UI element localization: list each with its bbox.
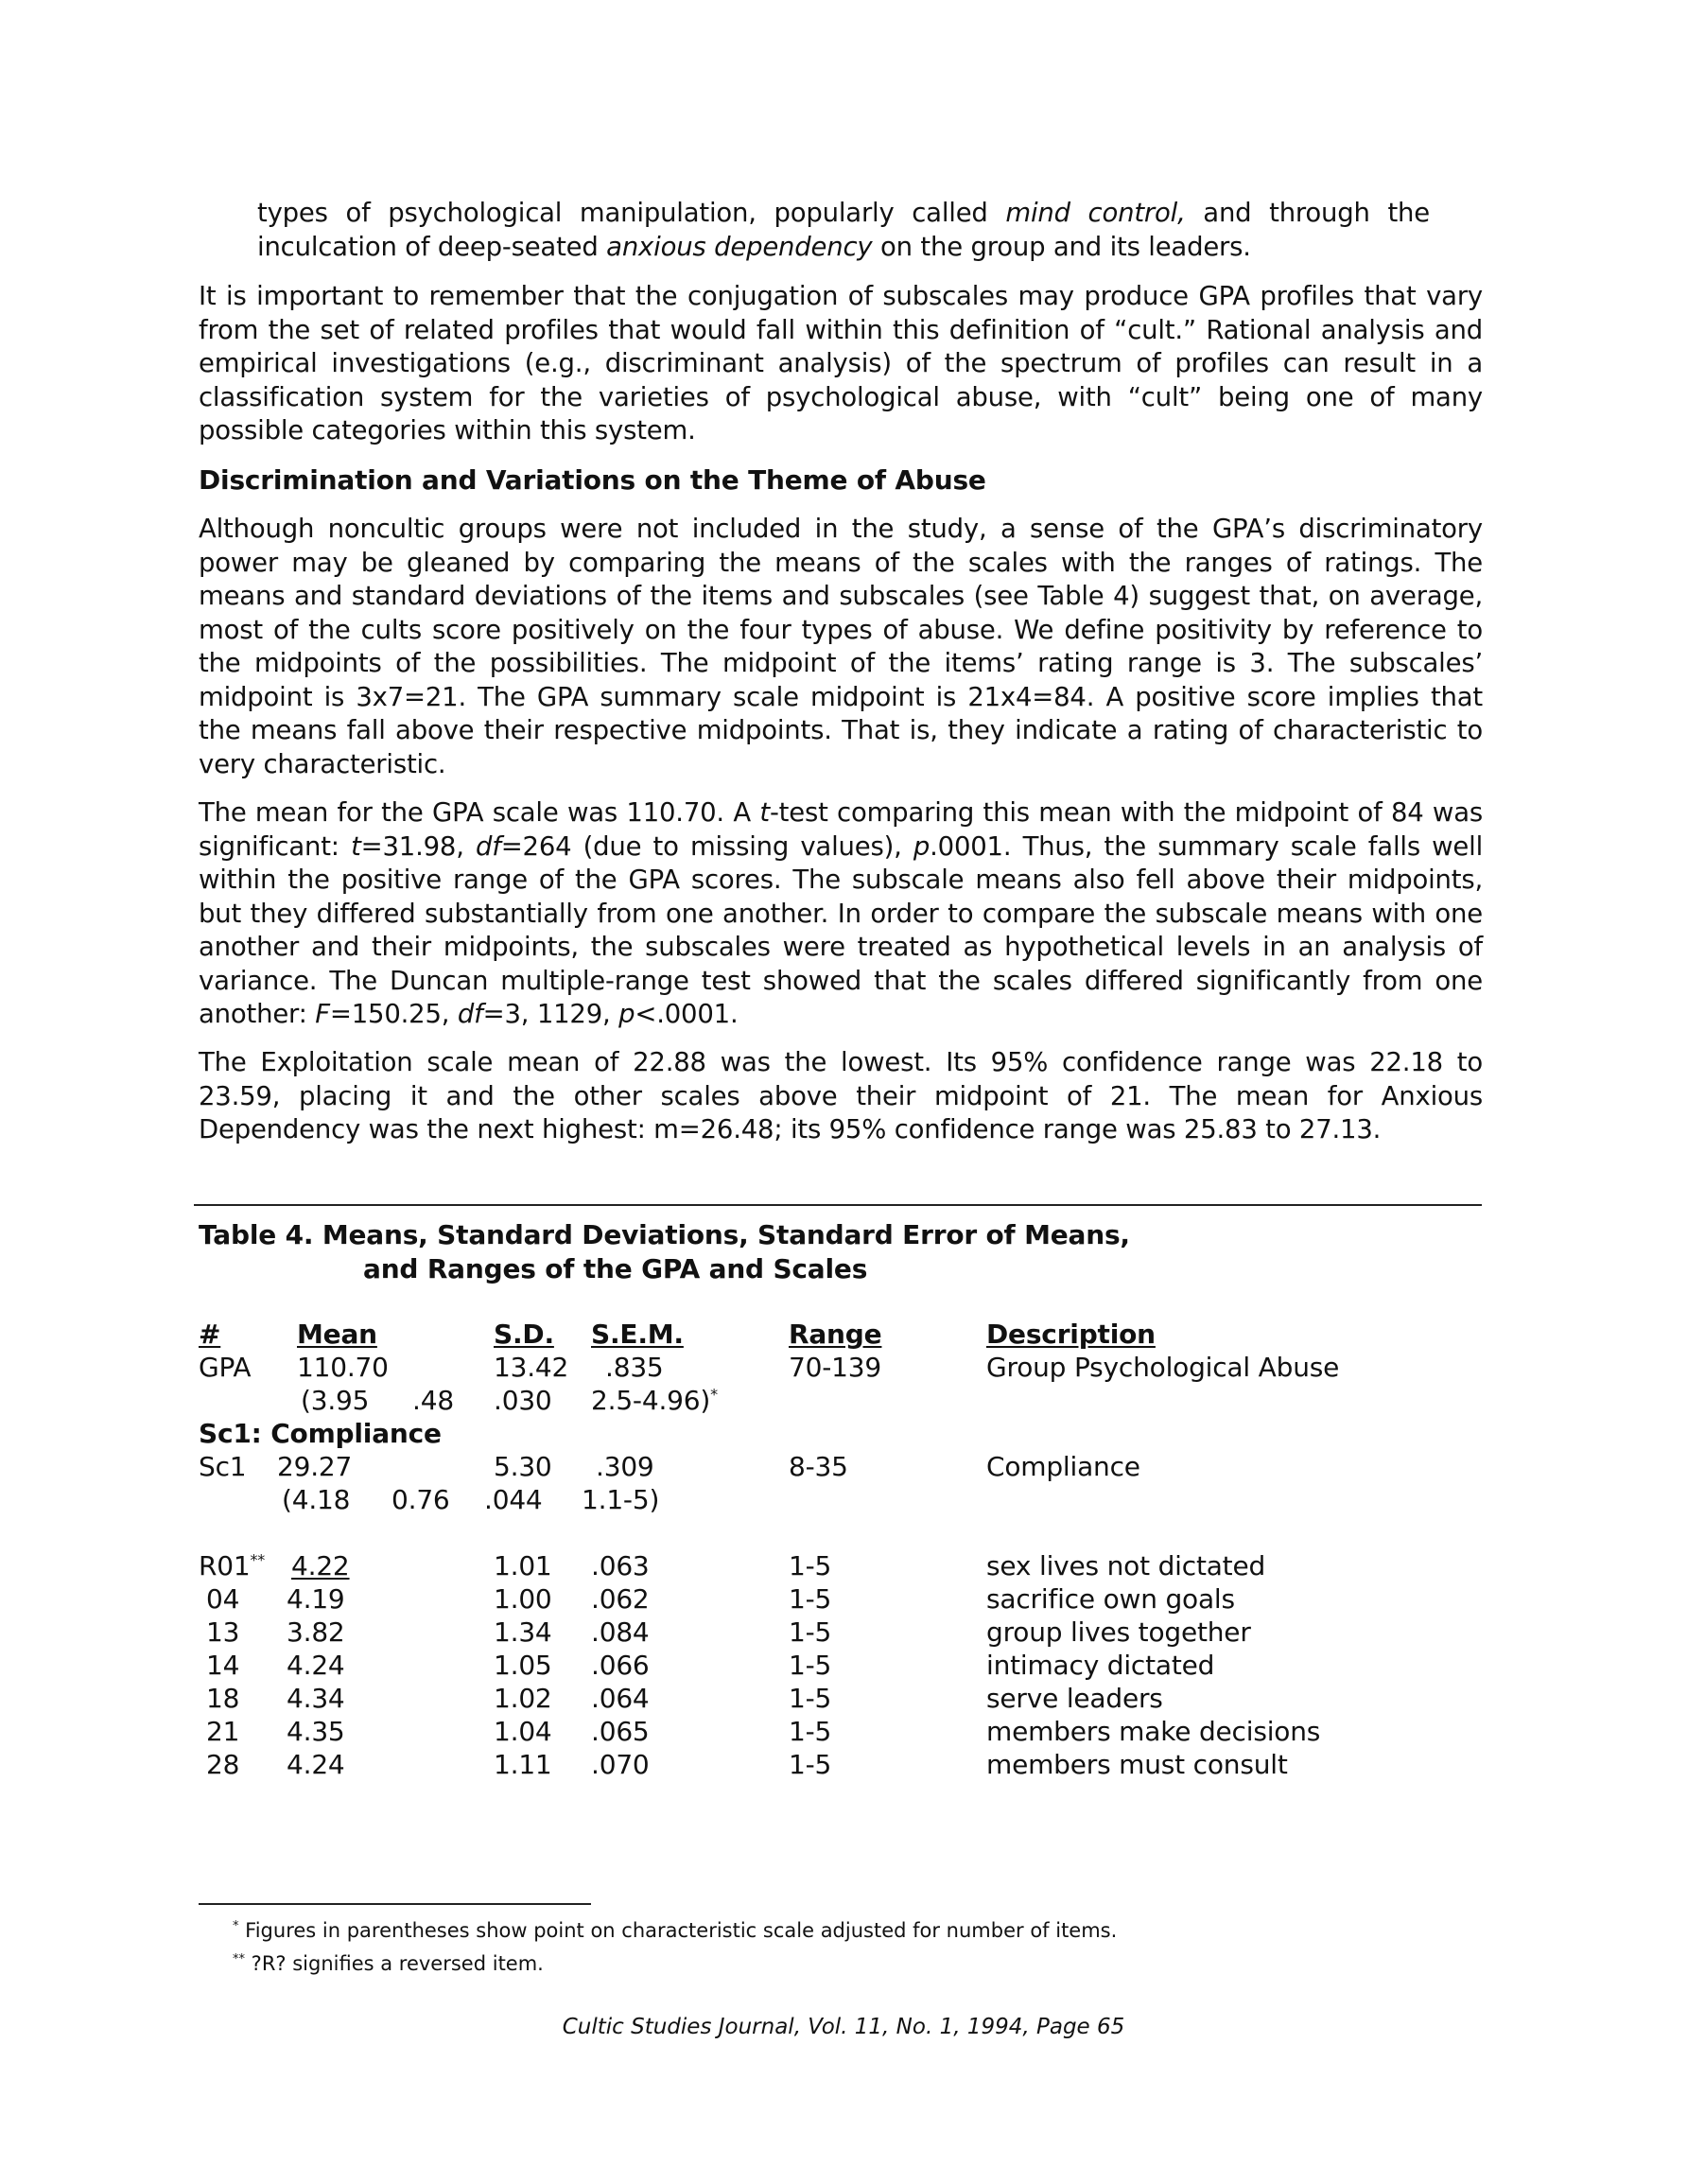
item-mean xyxy=(287,1748,345,1781)
item-description-value: sacrifice own goals xyxy=(986,1583,1235,1615)
table-title-line2: and Ranges of the GPA and Scales xyxy=(363,1253,868,1284)
header-sem: S.E.M. xyxy=(591,1319,684,1350)
item-num xyxy=(199,1549,265,1582)
intro-continuation xyxy=(257,197,1430,264)
item-description-value: group lives together xyxy=(986,1616,1251,1648)
item-range-value: 1-5 xyxy=(789,1683,832,1714)
item-mean-value: 4.35 xyxy=(287,1716,345,1747)
text-run: The mean for the GPA scale was 110.70. A xyxy=(199,797,760,828)
text-run: =264 (due to missing values), xyxy=(500,830,913,862)
gpa-adj-sd: .48 xyxy=(412,1385,454,1416)
header-sd: S.D. xyxy=(494,1319,554,1350)
item-description xyxy=(986,1682,1163,1715)
item-num-value: 14 xyxy=(206,1650,240,1681)
text-run: =3, 1129, xyxy=(482,999,619,1029)
item-description-value: members make decisions xyxy=(986,1716,1321,1747)
item-sd-value: 1.05 xyxy=(494,1650,552,1681)
footnote-marker: ** xyxy=(233,1952,245,1966)
sc1-num: Sc1 xyxy=(199,1451,247,1482)
item-num xyxy=(206,1582,239,1616)
sc1-adj-mean: (4.18 xyxy=(282,1484,351,1515)
item-mean-value: 4.22 xyxy=(291,1550,350,1581)
item-sd-value: 1.00 xyxy=(494,1583,552,1615)
header-mean: Mean xyxy=(297,1319,377,1350)
item-range-value: 1-5 xyxy=(789,1550,832,1581)
item-num-value: 28 xyxy=(206,1749,240,1780)
item-mean xyxy=(287,1616,345,1649)
item-range xyxy=(789,1748,831,1781)
gpa-sem: .835 xyxy=(605,1352,664,1383)
item-range xyxy=(789,1616,831,1649)
table-title-line1: Table 4. Means, Standard Deviations, Standard Error of Means, xyxy=(199,1219,1130,1250)
text-run: and through the inculcation of deep-seated xyxy=(257,198,1430,262)
item-range-value: 1-5 xyxy=(789,1616,832,1648)
header-description: Description xyxy=(986,1319,1156,1350)
item-mean-value: 4.24 xyxy=(287,1749,345,1780)
sc1-description: Compliance xyxy=(986,1451,1140,1482)
item-description xyxy=(986,1715,1320,1748)
item-sd xyxy=(494,1582,552,1616)
item-sem xyxy=(591,1616,650,1649)
item-sd xyxy=(494,1649,552,1682)
gpa-adj-range xyxy=(591,1384,718,1417)
item-description-value: intimacy dictated xyxy=(986,1650,1215,1681)
item-mean xyxy=(287,1682,345,1715)
stat-symbol: p xyxy=(913,830,930,862)
item-sem xyxy=(591,1549,650,1582)
item-range xyxy=(789,1549,831,1582)
stat-symbol: p xyxy=(618,999,635,1029)
gpa-mean: 110.70 xyxy=(297,1352,389,1383)
item-sd-value: 1.02 xyxy=(494,1683,552,1714)
stat-symbol: t xyxy=(351,830,361,862)
item-sd-value: 1.34 xyxy=(494,1616,552,1648)
gpa-description: Group Psychological Abuse xyxy=(986,1352,1340,1383)
footnote-2 xyxy=(233,1948,544,1981)
footnote-1 xyxy=(233,1914,1117,1948)
item-num xyxy=(206,1682,239,1715)
item-sd xyxy=(494,1549,552,1582)
item-sem xyxy=(591,1649,650,1682)
item-num-value: R01 xyxy=(199,1550,251,1581)
gpa-sd: 13.42 xyxy=(494,1352,569,1383)
item-num-value: 13 xyxy=(206,1616,240,1648)
item-description xyxy=(986,1616,1251,1649)
item-num xyxy=(206,1715,239,1748)
item-sem-value: .063 xyxy=(591,1550,650,1581)
header-num: # xyxy=(199,1319,221,1350)
stat-symbol: df xyxy=(457,999,483,1029)
gpa-adj-range-value: 2.5-4.96) xyxy=(591,1385,711,1416)
footnote-text: Figures in parentheses show point on characteristic scale adjusted for number of items. xyxy=(238,1919,1118,1942)
text-run: on the group and its leaders. xyxy=(872,231,1251,262)
item-num xyxy=(206,1649,239,1682)
paragraph-discrimination: Although noncultic groups were not included in the study, a sense of the GPA’s discriminatory power may be gleaned by comparing the means of the scales with the ranges of ratings. The means and standard deviations of the items and subscales (see Table 4) suggest that, on average, most of the cults score positively on the four types of abuse. We define positivity by reference to the midpoints of the possibilities. The midpoint of the items’ rating range is 3. The subscales’ midpoint is 3x7=21. The GPA summary scale midpoint is 21x4=84. A positive score implies that the means fall above their respective midpoints. That is, they indicate a rating of characteristic to very characteristic. xyxy=(199,514,1483,779)
sc1-sd: 5.30 xyxy=(494,1451,552,1482)
stat-symbol: df xyxy=(475,830,501,862)
item-range-value: 1-5 xyxy=(789,1749,832,1780)
header-range: Range xyxy=(789,1319,882,1350)
paragraph-exploitation: The Exploitation scale mean of 22.88 was the lowest. Its 95% confidence range was 22.18 to 23.59, placing it and the other scales above their midpoint of 21. The mean for Anxious Dependency was the next highest: m=26.48; its 95% confidence range was 25.83 to 27.13. xyxy=(199,1047,1483,1144)
item-sem xyxy=(591,1715,650,1748)
item-sem-value: .066 xyxy=(591,1650,650,1681)
sc1-range: 8-35 xyxy=(789,1451,848,1482)
item-sd-value: 1.04 xyxy=(494,1716,552,1747)
sc1-adj-sem: .044 xyxy=(484,1484,543,1515)
item-range-value: 1-5 xyxy=(789,1650,832,1681)
item-sd xyxy=(494,1715,552,1748)
text-run: <.0001. xyxy=(635,999,739,1029)
item-range xyxy=(789,1582,831,1616)
item-range-value: 1-5 xyxy=(789,1583,832,1615)
table-top-rule xyxy=(194,1204,1482,1206)
sc1-mean: 29.27 xyxy=(277,1451,353,1482)
item-description-value: members must consult xyxy=(986,1749,1288,1780)
stat-symbol: F xyxy=(315,999,330,1029)
item-sd-value: 1.01 xyxy=(494,1550,552,1581)
item-description xyxy=(986,1582,1235,1616)
item-mean-value: 4.34 xyxy=(287,1683,345,1714)
item-sd xyxy=(494,1682,552,1715)
text-run: .0001. Thus, the summary scale falls well within the positive range of the GPA scores. The subscale means also fell above their midpoints, but they differed substantially from one another. In order to compare the subscale means with one another and their midpoints, the subscales were treated as hypothetical levels in an analysis of variance. The Duncan multiple-range test showed that the scales differed significantly from one another: xyxy=(199,830,1484,1029)
item-sd xyxy=(494,1748,552,1781)
item-description xyxy=(986,1649,1214,1682)
paragraph-gpa-mean xyxy=(199,796,1483,1032)
reversed-item-marker: ** xyxy=(250,1550,266,1569)
item-sem-value: .070 xyxy=(591,1749,650,1780)
item-range xyxy=(789,1715,831,1748)
gpa-adj-mean: (3.95 xyxy=(301,1385,370,1416)
page-footer: Cultic Studies Journal, Vol. 11, No. 1, 1994, Page 65 xyxy=(562,2015,1125,2039)
paragraph-conjugation: It is important to remember that the conjugation of subscales may produce GPA profiles that vary from the set of related profiles that would fall within this definition of “cult.” Rational analysis and empirical investigations (e.g., discriminant analysis) of the spectrum of profiles can result in a classification system for the varieties of psychological abuse, with “cult” being one of many possible categories within this system. xyxy=(199,281,1483,446)
text-run: =150.25, xyxy=(329,999,458,1029)
text-run: types of psychological manipulation, popularly called xyxy=(257,198,1006,228)
sc1-adj-sd: 0.76 xyxy=(391,1484,450,1515)
item-description-value: serve leaders xyxy=(986,1683,1163,1714)
item-sem-value: .065 xyxy=(591,1716,650,1747)
item-sd xyxy=(494,1616,552,1649)
item-mean xyxy=(287,1582,345,1616)
item-mean xyxy=(287,1715,345,1748)
item-mean-value: 4.19 xyxy=(287,1583,345,1615)
item-sd-value: 1.11 xyxy=(494,1749,552,1780)
text-run: -test comparing this mean with the midpoint of 84 was significant: xyxy=(199,797,1483,862)
footnote-rule xyxy=(199,1903,591,1905)
item-description xyxy=(986,1748,1288,1781)
sc1-sem: .309 xyxy=(596,1451,654,1482)
section-heading: Discrimination and Variations on the Theme of Abuse xyxy=(199,464,986,496)
sc1-adj-range: 1.1-5) xyxy=(582,1484,660,1515)
item-range-value: 1-5 xyxy=(789,1716,832,1747)
gpa-num: GPA xyxy=(199,1352,252,1383)
item-mean-value: 4.24 xyxy=(287,1650,345,1681)
item-num xyxy=(206,1616,239,1649)
stat-symbol: t xyxy=(759,797,770,828)
item-sem xyxy=(591,1582,650,1616)
item-sem-value: .064 xyxy=(591,1683,650,1714)
footnote-text: ?R? signifies a reversed item. xyxy=(245,1952,544,1975)
text-run: =31.98, xyxy=(360,830,476,862)
gpa-adj-sem: .030 xyxy=(494,1385,552,1416)
subscale-heading: Sc1: Compliance xyxy=(199,1418,442,1449)
emphasis-anxious-dependency: anxious dependency xyxy=(606,231,873,262)
item-num-value: 04 xyxy=(206,1583,240,1615)
item-sem xyxy=(591,1682,650,1715)
item-num xyxy=(206,1748,239,1781)
item-description xyxy=(986,1549,1265,1582)
item-sem xyxy=(591,1748,650,1781)
item-sem-value: .084 xyxy=(591,1616,650,1648)
footnote-marker: * xyxy=(233,1919,239,1933)
item-mean-value: 3.82 xyxy=(287,1616,345,1648)
item-range xyxy=(789,1682,831,1715)
item-num-value: 21 xyxy=(206,1716,240,1747)
item-mean xyxy=(291,1549,350,1582)
emphasis-mind-control: mind control, xyxy=(1005,198,1186,228)
item-num-value: 18 xyxy=(206,1683,240,1714)
item-mean xyxy=(287,1649,345,1682)
gpa-range: 70-139 xyxy=(789,1352,881,1383)
footnote-marker: * xyxy=(710,1385,718,1404)
item-sem-value: .062 xyxy=(591,1583,650,1615)
item-description-value: sex lives not dictated xyxy=(986,1550,1266,1581)
item-range xyxy=(789,1649,831,1682)
